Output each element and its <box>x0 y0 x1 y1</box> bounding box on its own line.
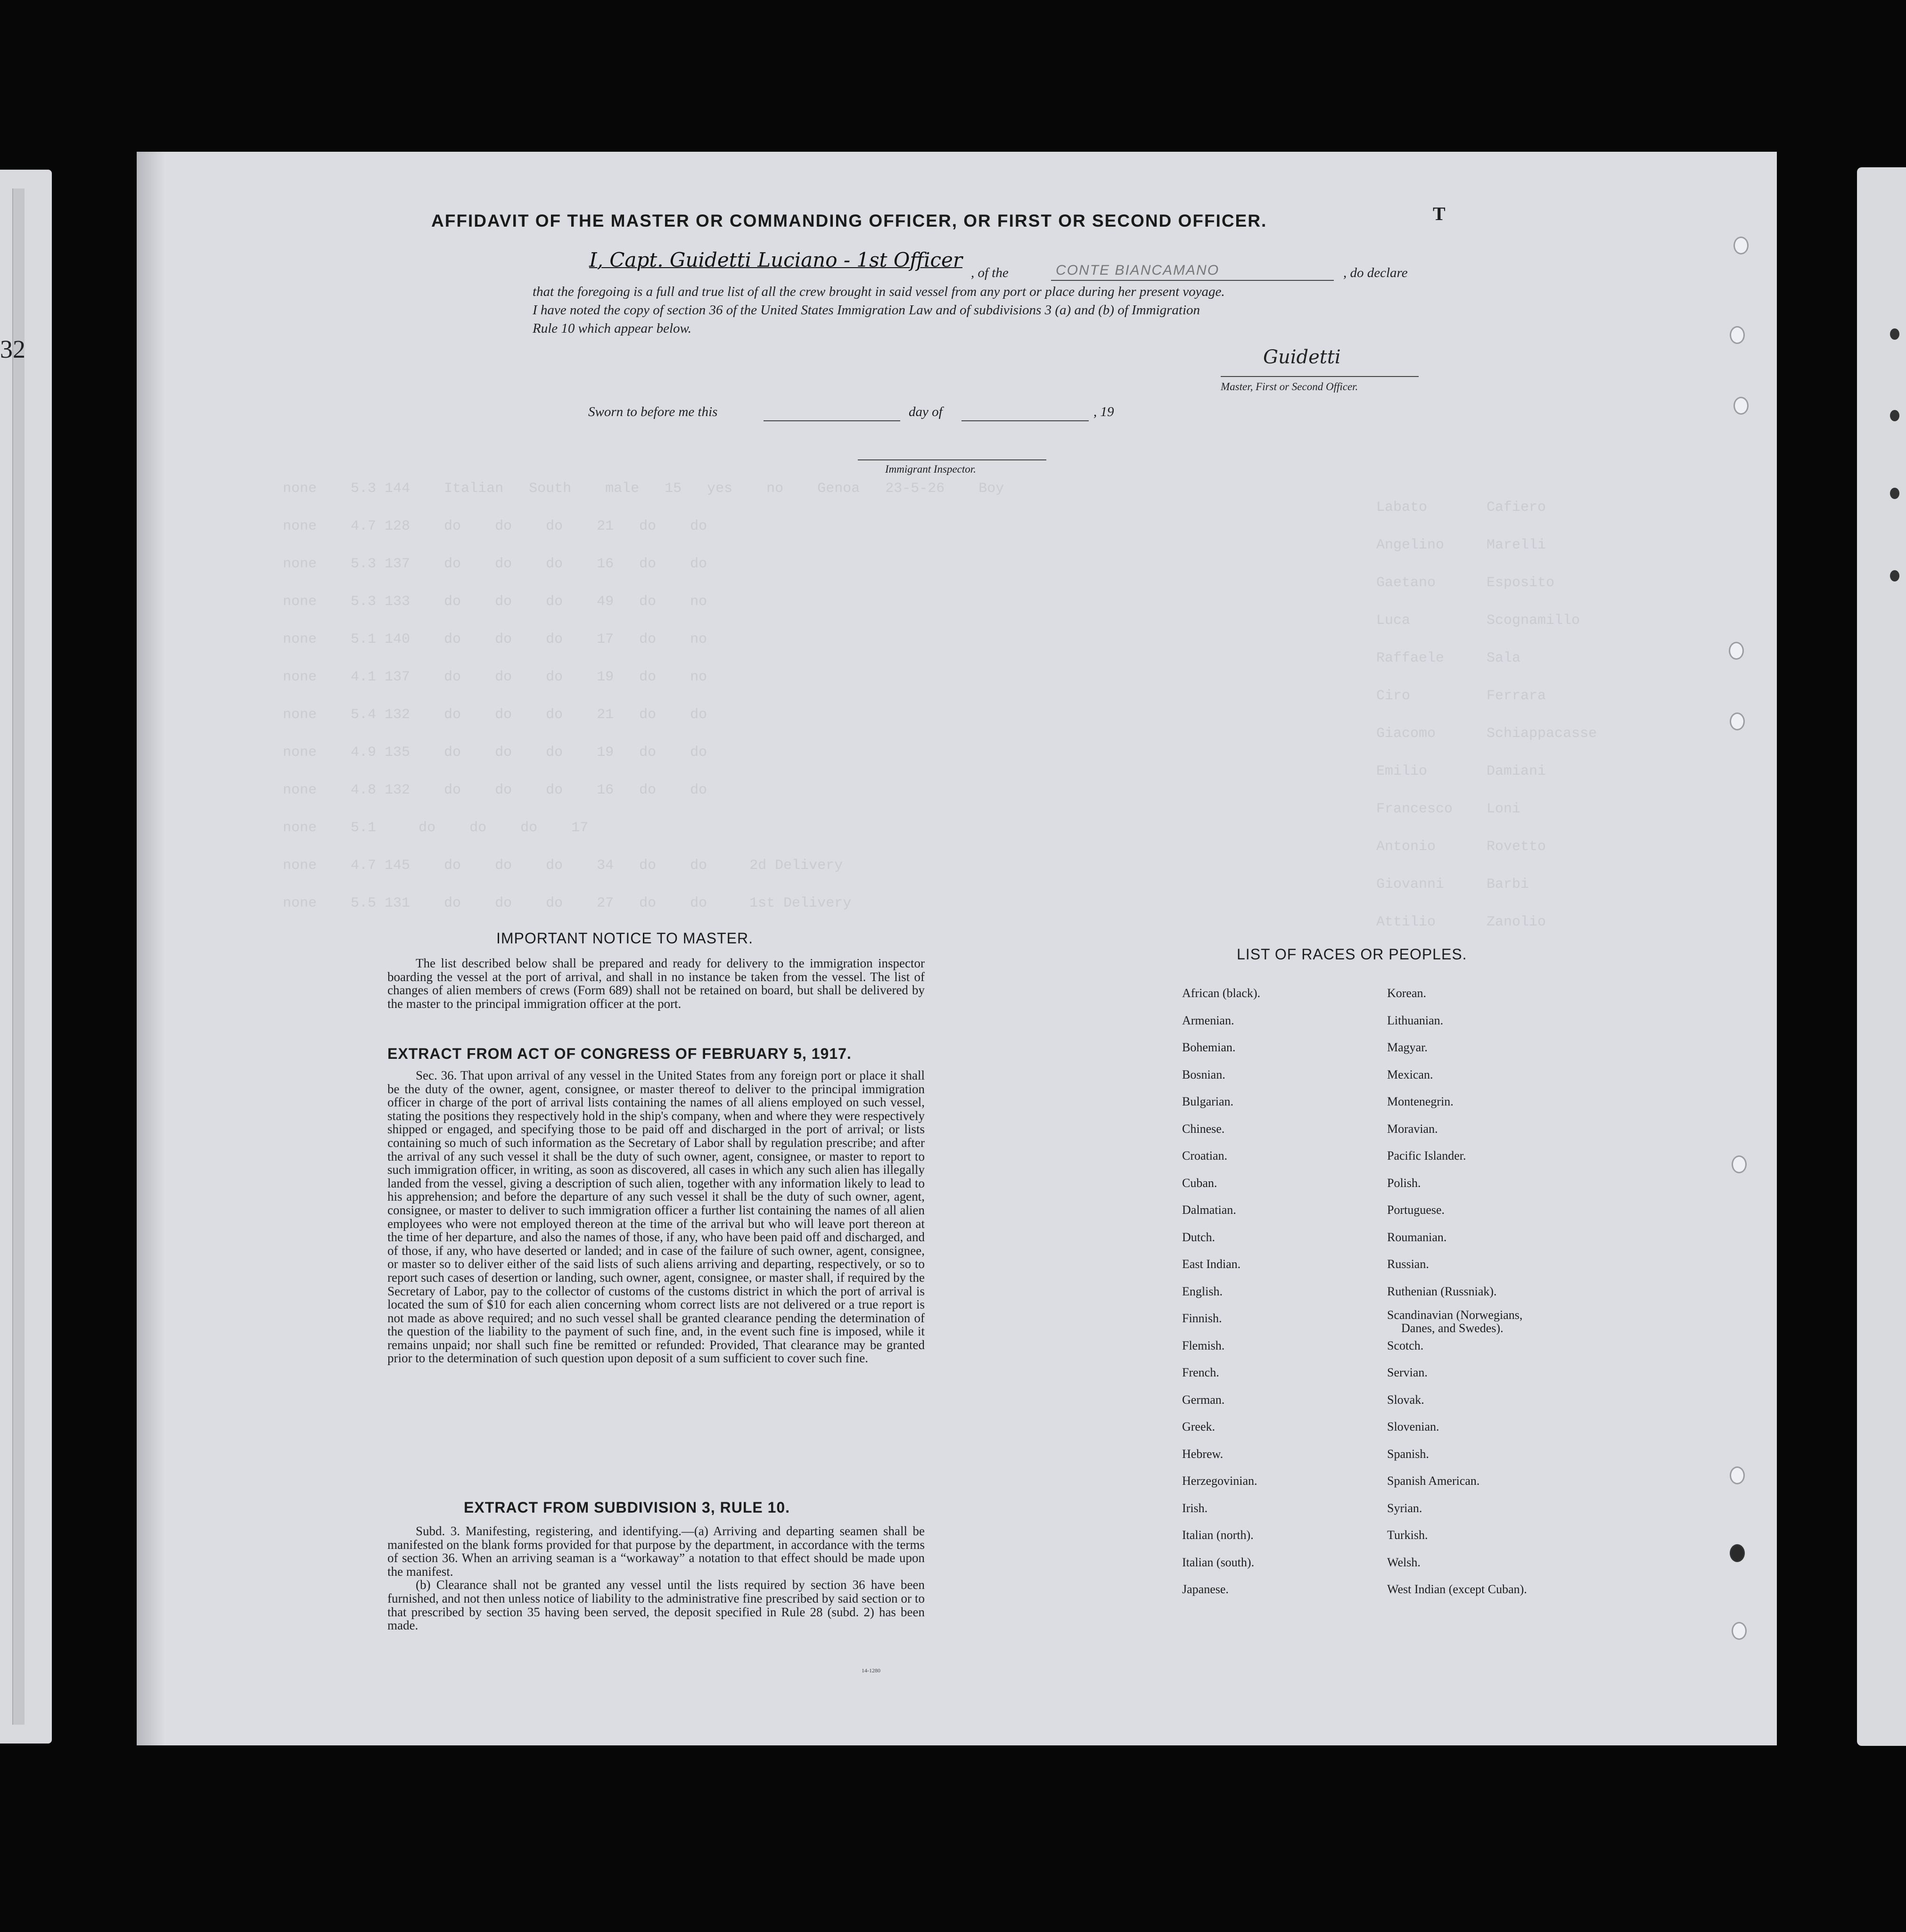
subdivision-3b-text: (b) Clearance shall not be granted any vessel until the lists required by section 36 have been furnished, and not then unless notice of liability to the administrative fine prescribed by said section or to that prescribed by section 35 having been served, the deposit specified in Rule 28 (subd. 2) has been made. <box>387 1578 925 1633</box>
race-item: Croatian. <box>1182 1149 1228 1162</box>
race-item: Lithuanian. <box>1387 1013 1444 1027</box>
left-page-edge <box>12 188 25 1725</box>
extract-rule-heading: EXTRACT FROM SUBDIVISION 3, RULE 10. <box>464 1499 790 1516</box>
race-item: Portuguese. <box>1387 1203 1445 1217</box>
race-item: Magyar. <box>1387 1040 1428 1054</box>
race-item: African (black). <box>1182 986 1261 1000</box>
notice-paragraph <box>387 957 925 1010</box>
of-the-label: , of the <box>971 265 1009 280</box>
declaration-block <box>533 248 1428 338</box>
race-item: Spanish American. <box>1387 1474 1480 1488</box>
race-item: Italian (south). <box>1182 1555 1255 1569</box>
race-item: West Indian (except Cuban). <box>1387 1582 1527 1596</box>
race-item: Servian. <box>1387 1366 1428 1379</box>
race-item: Polish. <box>1387 1176 1421 1190</box>
race-item: Bulgarian. <box>1182 1095 1234 1108</box>
race-item: Slovenian. <box>1387 1420 1439 1433</box>
signature-line <box>1221 376 1419 377</box>
punch-hole <box>1733 237 1749 254</box>
extract-act-heading: EXTRACT FROM ACT OF CONGRESS OF FEBRUARY 5, 1917. <box>387 1045 852 1062</box>
race-item: Dalmatian. <box>1182 1203 1236 1217</box>
ship-name: CONTE BIANCAMANO <box>1056 262 1220 278</box>
punch-hole <box>1732 1155 1747 1173</box>
inspector-caption: Immigrant Inspector. <box>885 463 976 475</box>
race-item: Hebrew. <box>1182 1447 1224 1461</box>
month-line <box>961 420 1089 421</box>
binding-hole <box>1890 570 1899 581</box>
race-item: Bosnian. <box>1182 1067 1225 1081</box>
subdivision-3-paragraph <box>387 1524 925 1632</box>
corner-mark: T <box>1433 203 1446 224</box>
form-number: 14-1280 <box>862 1667 880 1674</box>
punch-hole <box>1730 712 1745 730</box>
race-item: Irish. <box>1182 1501 1208 1515</box>
day-of-label: day of <box>909 404 943 419</box>
race-item: Montenegrin. <box>1387 1095 1454 1108</box>
race-item: Armenian. <box>1182 1013 1234 1027</box>
punch-hole <box>1733 397 1749 415</box>
race-item: Syrian. <box>1387 1501 1422 1515</box>
race-item: Flemish. <box>1182 1338 1225 1352</box>
race-item: French. <box>1182 1366 1219 1379</box>
binding-hole <box>1890 410 1899 421</box>
section-36-text: Sec. 36. That upon arrival of any vessel in the United States from any foreign port or place it shall be the duty of the owner, agent, consignee, or master thereof to deliver to the principal immigration officer in charge of the port of arrival lists containing the names of all aliens employed on such vessel, stating the positions they respectively hold in the ship's company, when and where they were respectively shipped or engaged, and specifying those to be paid off and discharged in the port of arrival; or lists containing so much of such information as the Secretary of Labor shall by regulation prescribe; and after the arrival of any such vessel it shall be the duty of such owner, agent, consignee, or master to report to such immigration officer, in writing, as soon as discovered, all cases in which any such alien has illegally landed from the vessel, giving a description of such alien, together with any information likely to lead to his apprehension; and before the departure of any such vessel it shall be the duty of such owner, agent, consignee, or master to deliver to such immigration officer a further list containing the names of all alien employees who were not employed thereon at the time of the arrival but who will leave port thereon at the time of her departure, and also the names of those, if any, who have been paid off and discharged, and of those, if any, who have deserted or landed; and in case of the failure of such owner, agent, consignee, or master so to deliver either of the said lists of such aliens arriving and departing, respectively, or so to report such cases of desertion or landing, such owner, agent, consignee, or master shall, if required by the Secretary of Labor, pay to the collector of customs of the customs district in which the port of arrival is located the sum of $10 for each alien concerning whom correct lists are not delivered or a true report is not made as above required; and no such vessel shall be granted clearance pending the determination of the question of the liability to the payment of such fine, and, in the event such fine is imposed, while it remains unpaid; nor shall such fine be remitted or refunded: Provided, That clearance may be granted prior to the determination of such question upon deposit of a sum sufficient to cover such fine. <box>387 1068 925 1366</box>
right-adjacent-page <box>1857 167 1906 1746</box>
sworn-date-line <box>764 420 900 421</box>
year-label: , 19 <box>1093 404 1114 419</box>
notice-heading: IMPORTANT NOTICE TO MASTER. <box>496 930 753 947</box>
race-item: Scandinavian (Norwegians, <box>1387 1308 1523 1322</box>
race-item: Moravian. <box>1387 1122 1438 1136</box>
race-item: Dutch. <box>1182 1230 1216 1244</box>
sworn-label: Sworn to before me this <box>588 404 718 419</box>
race-item: Welsh. <box>1387 1555 1421 1569</box>
punch-hole <box>1730 326 1745 344</box>
officer-signature: Guidetti <box>1263 346 1341 368</box>
document-sheet <box>137 152 1777 1745</box>
affidavit-title: AFFIDAVIT OF THE MASTER OR COMMANDING OFFICER, OR FIRST OR SECOND OFFICER. <box>431 211 1267 230</box>
punch-hole <box>1732 1622 1747 1640</box>
punch-hole <box>1730 1466 1745 1484</box>
left-page-number: 32 <box>0 335 25 363</box>
declaration-line-4: Rule 10 which appear below. <box>533 321 691 336</box>
race-item: East Indian. <box>1182 1257 1241 1271</box>
subdivision-3a-text: Subd. 3. Manifesting, registering, and identifying.—(a) Arriving and departing seamen shall be manifested on the blank forms provided for that purpose by the department, in accordance with the terms of section 36. When an arriving seaman is a “workaway” a notation to that effect should be made upon the manifest. <box>387 1524 925 1579</box>
race-item: Slovak. <box>1387 1392 1424 1407</box>
race-item: Danes, and Swedes). <box>1401 1321 1503 1335</box>
declaration-line-3: I have noted the copy of section 36 of the United States Immigration Law and of subdivisions 3 (a) and (b) of Immigration <box>533 303 1200 318</box>
race-item: German. <box>1182 1392 1225 1407</box>
race-item: Korean. <box>1387 986 1427 1000</box>
race-item: Herzegovinian. <box>1182 1474 1257 1488</box>
race-item: Chinese. <box>1182 1122 1225 1136</box>
race-item: Scotch. <box>1387 1338 1424 1352</box>
signature-caption: Master, First or Second Officer. <box>1221 381 1358 393</box>
race-item: Turkish. <box>1387 1528 1428 1542</box>
race-item: Greek. <box>1182 1420 1216 1433</box>
sheet-shadow <box>137 152 165 1745</box>
handwritten-officer-name: I, Capt. Guidetti Luciano - 1st Officer <box>589 248 962 271</box>
left-adjacent-page <box>0 170 52 1744</box>
race-item: Ruthenian (Russniak). <box>1387 1284 1497 1298</box>
race-item: Japanese. <box>1182 1582 1229 1596</box>
declaration-line-2: that the foregoing is a full and true list of all the crew brought in said vessel from any port or place during her present voyage. <box>533 284 1225 299</box>
race-item: Bohemian. <box>1182 1040 1236 1054</box>
race-item: Spanish. <box>1387 1447 1429 1461</box>
inspector-signature-line <box>858 459 1046 460</box>
race-item: Russian. <box>1387 1257 1429 1271</box>
races-heading: LIST OF RACES OR PEOPLES. <box>1237 946 1467 963</box>
section-36-paragraph <box>387 1069 925 1365</box>
race-item: Cuban. <box>1182 1176 1217 1190</box>
binding-hole <box>1890 488 1899 499</box>
ship-name-underline <box>1051 280 1334 281</box>
race-item: Mexican. <box>1387 1067 1433 1081</box>
race-item: Roumanian. <box>1387 1230 1447 1244</box>
binding-hole <box>1890 328 1899 340</box>
race-item: English. <box>1182 1284 1223 1298</box>
race-item: Finnish. <box>1182 1311 1222 1325</box>
race-item: Pacific Islander. <box>1387 1149 1466 1162</box>
punch-hole <box>1730 1544 1745 1562</box>
race-item: Italian (north). <box>1182 1528 1254 1542</box>
notice-text: The list described below shall be prepared and ready for delivery to the immigration inspector boarding the vessel at the port of arrival, and shall in no instance be taken from the vessel. The list of changes of alien members of crews (Form 689) shall not be retained on board, but shall be delivered by the master to the principal immigration officer at the port. <box>387 956 925 1011</box>
punch-hole <box>1729 642 1744 660</box>
do-declare-label: , do declare <box>1343 265 1408 280</box>
